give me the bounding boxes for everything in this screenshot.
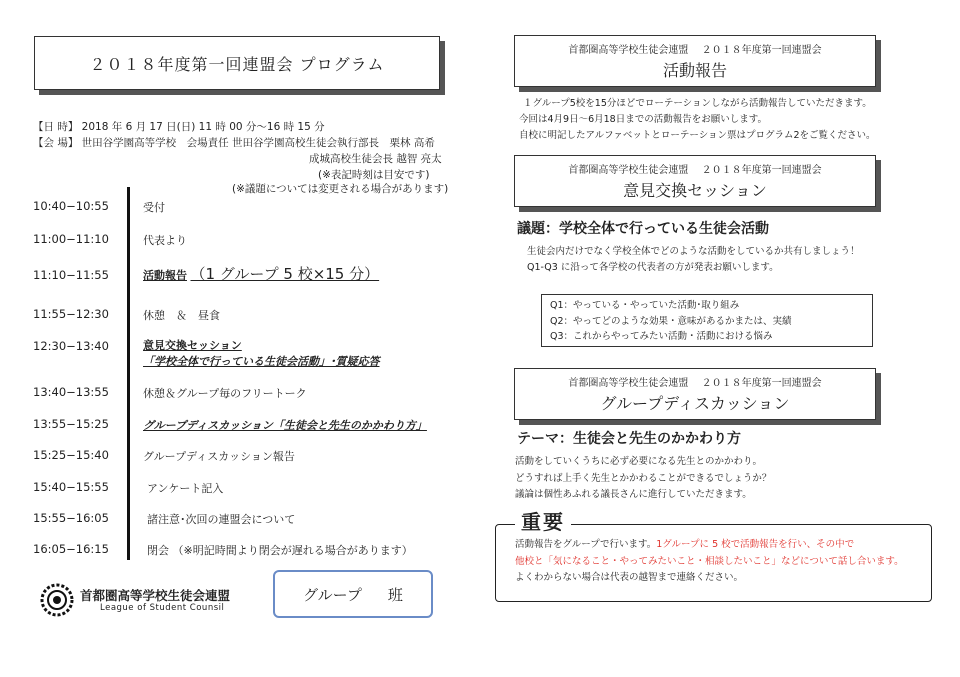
- league-name-jp: 首都圏高等学校生徒会連盟: [80, 588, 231, 603]
- meta-note-time: (※表記時刻は目安です): [318, 169, 430, 181]
- section-title: グループディスカッション: [600, 394, 790, 413]
- schedule-time: 15:40−15:55: [33, 480, 109, 494]
- schedule-time: 11:10−11:55: [33, 268, 109, 282]
- league-logo-icon: [40, 583, 74, 617]
- schedule-time: 15:25−15:40: [33, 448, 109, 462]
- schedule-event: 休憩＆グループ毎のフリートーク: [143, 387, 307, 400]
- opinion-session-header: [514, 155, 876, 207]
- important-text-red: 1グループに 5 校で活動報告を行い、その中で: [656, 539, 855, 550]
- section-org: 首都圏高等学校生徒会連盟 ２０１８年度第一回連盟会: [568, 45, 822, 56]
- session-line: Q1-Q3 に沿って各学校の代表者の方が発表お願いします。: [527, 262, 779, 273]
- question-item: Q3：これからやってみたい活動・活動における悩み: [550, 331, 773, 342]
- section-org: 首都圏高等学校生徒会連盟 ２０１８年度第一回連盟会: [568, 378, 822, 389]
- program-title: ２０１８年度第一回連盟会 プログラム: [89, 54, 385, 74]
- schedule-event: グループディスカッション報告: [143, 450, 295, 463]
- schedule-time: 13:55−15:25: [33, 417, 109, 431]
- schedule-event-activity-report: [143, 263, 379, 284]
- schedule-event: 休憩 ＆ 昼食: [143, 309, 220, 322]
- schedule-event: 諸注意･次回の連盟会について: [147, 513, 296, 526]
- activity-report-header: [514, 35, 876, 87]
- discussion-line: 議論は個性あふれる議長さんに進行していただきます。: [515, 489, 752, 500]
- important-line-3: よくわからない場合は代表の越智まで連絡ください。: [515, 572, 744, 583]
- league-name-en: League of Student Counsil: [100, 603, 225, 613]
- important-text-red: などについて話し合います。: [781, 556, 904, 567]
- schedule-event: 代表より: [143, 234, 187, 247]
- question-item: Q2：やってどのような効果・意味があるかまたは、実績: [550, 315, 792, 327]
- schedule-event-session: 意見交換セッション: [143, 339, 242, 352]
- schedule-time: 15:55−16:05: [33, 511, 109, 525]
- schedule-divider: [127, 187, 130, 560]
- section-org: 首都圏高等学校生徒会連盟 ２０１８年度第一回連盟会: [568, 165, 822, 176]
- meta-venue-2: 成城高校生徒会長 越智 亮太: [309, 153, 442, 165]
- session-topic: 議題：学校全体で行っている生徒会活動: [517, 221, 769, 237]
- program-title-box: [34, 36, 440, 90]
- group-suffix: 班: [387, 585, 403, 604]
- schedule-time: 16:05−16:15: [33, 542, 109, 556]
- important-label: 重要: [515, 506, 571, 535]
- discussion-line: どうすれば上手く先生とかかわることができるでしょうか？: [515, 473, 772, 484]
- discussion-theme: テーマ：生徒会と先生のかかわり方: [517, 431, 741, 447]
- schedule-event-session-detail: 「学校全体で行っている生徒会活動」･質疑応答: [143, 355, 380, 368]
- schedule-event-discussion: グループディスカッション「生徒会と先生のかかわり方」: [143, 419, 427, 432]
- schedule-event: 受付: [143, 201, 165, 214]
- schedule-time: 11:55−12:30: [33, 307, 109, 321]
- activity-report-line: １グループ5校を15分ほどでローテーションしながら活動報告していただきます。: [523, 98, 872, 109]
- important-text: 活動報告をグループで行います。: [515, 539, 657, 550]
- questions-box: [541, 294, 873, 347]
- session-line: 生徒会内だけでなく学校全体でどのような活動をしているか共有しましょう！: [527, 246, 860, 257]
- schedule-time: 12:30−13:40: [33, 339, 109, 353]
- meta-note-topic: (※議題については変更される場合があります): [232, 183, 449, 195]
- section-title: 意見交換セッション: [623, 181, 767, 200]
- activity-report-label: 活動報告: [143, 269, 187, 282]
- question-item: Q1：やっている・やっていた活動･取り組み: [550, 300, 740, 311]
- schedule-time: 11:00−11:10: [33, 232, 109, 246]
- meta-venue: 【会 場】 世田谷学園高等学校 会場責任 世田谷学園高校生徒会執行部長 栗林 高希: [33, 137, 435, 149]
- schedule-event: アンケート記入: [147, 482, 224, 495]
- important-text-red: 他校と「気になること・やってみたいこと・相談したいこと」: [515, 556, 782, 567]
- schedule-time: 10:40−10:55: [33, 199, 109, 213]
- meta-datetime: 【日 時】 2018 年 6 月 17 日(日) 11 時 00 分～16 時 15 分: [33, 121, 325, 133]
- schedule-time: 13:40−13:55: [33, 385, 109, 399]
- important-line-1: [515, 537, 854, 553]
- activity-report-detail: （1 グループ 5 校×15 分）: [190, 265, 380, 283]
- activity-report-line: 自校に明記したアルファベットとローテーション票はプログラム2をご覧ください。: [519, 130, 876, 141]
- section-title: 活動報告: [662, 61, 727, 80]
- discussion-line: 活動をしていくうちに必ず必要になる先生とのかかわり。: [515, 456, 763, 467]
- group-discussion-header: [514, 368, 876, 420]
- group-number-box: [273, 570, 433, 618]
- activity-report-line: 今回は4月9日～6月18日までの活動報告をお願いします。: [519, 114, 767, 125]
- schedule-event: 閉会 （※明記時間より閉会が遅れる場合があります）: [147, 544, 413, 557]
- important-line-2: [515, 554, 904, 570]
- group-label: グループ: [303, 585, 362, 604]
